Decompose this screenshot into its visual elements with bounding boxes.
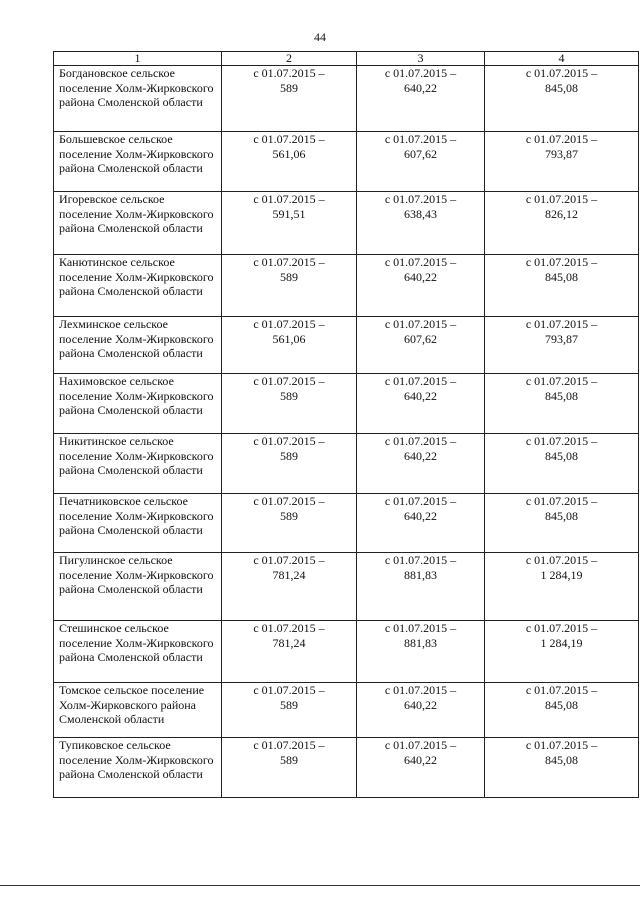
tariff-cell-col3 — [357, 66, 485, 132]
settlement-name-cell: Канютинское сельское поселение Холм-Жирковского района Смоленской области — [54, 255, 222, 317]
tariff-date-text: с 01.07.2015 – — [384, 317, 457, 331]
settlement-name-cell: Игоревское сельское поселение Холм-Жирковского района Смоленской области — [54, 192, 222, 255]
tariff-cell-col3 — [357, 494, 485, 553]
tariff-value-text: 845,08 — [545, 388, 578, 403]
tariff-value-text: 640,22 — [404, 508, 437, 523]
tariff-date-text: с 01.07.2015 – — [253, 66, 325, 80]
column-header-4: 4 — [485, 52, 639, 66]
table-body — [54, 66, 639, 798]
table-row — [54, 317, 639, 374]
tariff-cell-col3 — [357, 374, 485, 434]
tariff-date-text: с 01.07.2015 – — [525, 192, 598, 206]
tariff-value-text: 589 — [280, 508, 298, 523]
footer-divider — [0, 885, 640, 886]
tariff-cell-col4 — [485, 317, 639, 374]
tariff-value-text: 845,08 — [545, 448, 578, 463]
tariff-date-text: с 01.07.2015 – — [525, 683, 598, 697]
tariff-cell-col4 — [485, 374, 639, 434]
tariff-cell-col2 — [222, 434, 357, 494]
tariff-cell-col2 — [222, 192, 357, 255]
tariff-date-text: с 01.07.2015 – — [384, 494, 457, 508]
tariff-cell-col2 — [222, 132, 357, 192]
tariff-date-text: с 01.07.2015 – — [525, 434, 598, 448]
tariff-value-text: 607,62 — [404, 331, 437, 346]
tariff-value-text: 561,06 — [272, 146, 306, 161]
tariff-date-text: с 01.07.2015 – — [525, 255, 598, 269]
settlement-name-cell: Лехминское сельское поселение Холм-Жирковского района Смоленской области — [54, 317, 222, 374]
tariff-cell-col4 — [485, 255, 639, 317]
tariff-value-text: 561,06 — [272, 331, 306, 346]
settlement-name-cell: Нахимовское сельское поселение Холм-Жирковского района Смоленской области — [54, 374, 222, 434]
tariff-cell-col3 — [357, 317, 485, 374]
table-row — [54, 192, 639, 255]
tariff-value-text: 1 284,19 — [540, 567, 583, 582]
tariff-cell-col3 — [357, 192, 485, 255]
tariff-table — [53, 51, 639, 798]
table-row — [54, 434, 639, 494]
tariff-value-text: 589 — [280, 752, 298, 767]
tariff-value-text: 640,22 — [404, 448, 437, 463]
tariff-value-text: 589 — [280, 388, 298, 403]
tariff-date-text: с 01.07.2015 – — [253, 434, 325, 448]
tariff-date-text: с 01.07.2015 – — [253, 192, 325, 206]
tariff-date-text: с 01.07.2015 – — [253, 374, 325, 388]
tariff-value-text: 640,22 — [404, 269, 437, 284]
settlement-name-cell: Тупиковское сельское поселение Холм-Жирковского района Смоленской области — [54, 738, 222, 798]
tariff-cell-col4 — [485, 494, 639, 553]
tariff-date-text: с 01.07.2015 – — [384, 553, 457, 567]
tariff-cell-col3 — [357, 255, 485, 317]
tariff-date-text: с 01.07.2015 – — [384, 132, 457, 146]
tariff-cell-col4 — [485, 66, 639, 132]
tariff-date-text: с 01.07.2015 – — [253, 494, 325, 508]
tariff-date-text: с 01.07.2015 – — [384, 683, 457, 697]
tariff-value-text: 793,87 — [545, 146, 578, 161]
tariff-date-text: с 01.07.2015 – — [384, 255, 457, 269]
tariff-cell-col4 — [485, 683, 639, 738]
tariff-date-text: с 01.07.2015 – — [253, 317, 325, 331]
tariff-cell-col3 — [357, 434, 485, 494]
tariff-cell-col2 — [222, 494, 357, 553]
tariff-value-text: 781,24 — [272, 567, 306, 582]
column-header-3: 3 — [357, 52, 485, 66]
tariff-value-text: 845,08 — [545, 269, 578, 284]
tariff-date-text: с 01.07.2015 – — [525, 494, 598, 508]
tariff-cell-col3 — [357, 621, 485, 683]
settlement-name-cell: Пигулинское сельское поселение Холм-Жирковского района Смоленской области — [54, 553, 222, 621]
table-row — [54, 255, 639, 317]
tariff-value-text: 640,22 — [404, 697, 437, 712]
tariff-cell-col2 — [222, 683, 357, 738]
tariff-date-text: с 01.07.2015 – — [253, 621, 325, 635]
tariff-date-text: с 01.07.2015 – — [525, 738, 598, 752]
tariff-value-text: 638,43 — [404, 206, 437, 221]
tariff-date-text: с 01.07.2015 – — [525, 132, 598, 146]
tariff-date-text: с 01.07.2015 – — [253, 132, 325, 146]
tariff-date-text: с 01.07.2015 – — [384, 192, 457, 206]
tariff-value-text: 589 — [280, 269, 298, 284]
table-row — [54, 494, 639, 553]
tariff-value-text: 640,22 — [404, 80, 437, 95]
tariff-value-text: 781,24 — [272, 635, 306, 650]
settlement-name-cell: Большевское сельское поселение Холм-Жирковского района Смоленской области — [54, 132, 222, 192]
tariff-date-text: с 01.07.2015 – — [384, 66, 457, 80]
tariff-cell-col4 — [485, 738, 639, 798]
table-header-row — [54, 52, 639, 66]
column-header-2: 2 — [222, 52, 357, 66]
table-row — [54, 132, 639, 192]
tariff-value-text: 881,83 — [404, 567, 437, 582]
tariff-date-text: с 01.07.2015 – — [253, 683, 325, 697]
table-row — [54, 621, 639, 683]
tariff-value-text: 845,08 — [545, 752, 578, 767]
table-row — [54, 553, 639, 621]
tariff-date-text: с 01.07.2015 – — [384, 434, 457, 448]
tariff-date-text: с 01.07.2015 – — [384, 374, 457, 388]
tariff-value-text: 845,08 — [545, 697, 578, 712]
tariff-date-text: с 01.07.2015 – — [525, 374, 598, 388]
tariff-value-text: 589 — [280, 448, 298, 463]
tariff-value-text: 589 — [280, 697, 298, 712]
tariff-cell-col2 — [222, 621, 357, 683]
tariff-value-text: 640,22 — [404, 388, 437, 403]
settlement-name-cell: Богдановское сельское поселение Холм-Жирковского района Смоленской области — [54, 66, 222, 132]
tariff-cell-col2 — [222, 66, 357, 132]
tariff-value-text: 845,08 — [545, 80, 578, 95]
tariff-value-text: 1 284,19 — [540, 635, 583, 650]
tariff-cell-col4 — [485, 434, 639, 494]
tariff-cell-col2 — [222, 317, 357, 374]
tariff-date-text: с 01.07.2015 – — [253, 553, 325, 567]
tariff-date-text: с 01.07.2015 – — [525, 66, 598, 80]
tariff-value-text: 881,83 — [404, 635, 437, 650]
tariff-value-text: 591,51 — [272, 206, 306, 221]
tariff-date-text: с 01.07.2015 – — [384, 621, 457, 635]
tariff-cell-col4 — [485, 192, 639, 255]
tariff-cell-col3 — [357, 553, 485, 621]
tariff-cell-col2 — [222, 738, 357, 798]
tariff-value-text: 793,87 — [545, 331, 578, 346]
tariff-date-text: с 01.07.2015 – — [384, 738, 457, 752]
tariff-date-text: с 01.07.2015 – — [253, 738, 325, 752]
tariff-date-text: с 01.07.2015 – — [525, 317, 598, 331]
tariff-cell-col4 — [485, 132, 639, 192]
tariff-value-text: 589 — [280, 80, 298, 95]
tariff-cell-col3 — [357, 738, 485, 798]
settlement-name-cell: Никитинское сельское поселение Холм-Жирковского района Смоленской области — [54, 434, 222, 494]
tariff-cell-col3 — [357, 683, 485, 738]
page-number: 44 — [314, 30, 326, 44]
settlement-name-cell: Томское сельское поселение Холм-Жирковского района Смоленской области — [54, 683, 222, 738]
tariff-cell-col2 — [222, 255, 357, 317]
table-row — [54, 374, 639, 434]
tariff-date-text: с 01.07.2015 – — [253, 255, 325, 269]
tariff-cell-col2 — [222, 553, 357, 621]
tariff-value-text: 845,08 — [545, 508, 578, 523]
tariff-date-text: с 01.07.2015 – — [525, 553, 598, 567]
tariff-cell-col4 — [485, 621, 639, 683]
tariff-date-text: с 01.07.2015 – — [525, 621, 598, 635]
tariff-cell-col2 — [222, 374, 357, 434]
column-header-1: 1 — [54, 52, 222, 66]
settlement-name-cell: Печатниковское сельское поселение Холм-Жирковского района Смоленской области — [54, 494, 222, 553]
tariff-value-text: 607,62 — [404, 146, 437, 161]
table-row — [54, 66, 639, 132]
settlement-name-cell: Стешинское сельское поселение Холм-Жирковского района Смоленской области — [54, 621, 222, 683]
table-row — [54, 683, 639, 738]
tariff-value-text: 640,22 — [404, 752, 437, 767]
tariff-value-text: 826,12 — [545, 206, 578, 221]
tariff-cell-col4 — [485, 553, 639, 621]
tariff-cell-col3 — [357, 132, 485, 192]
table-row — [54, 738, 639, 798]
